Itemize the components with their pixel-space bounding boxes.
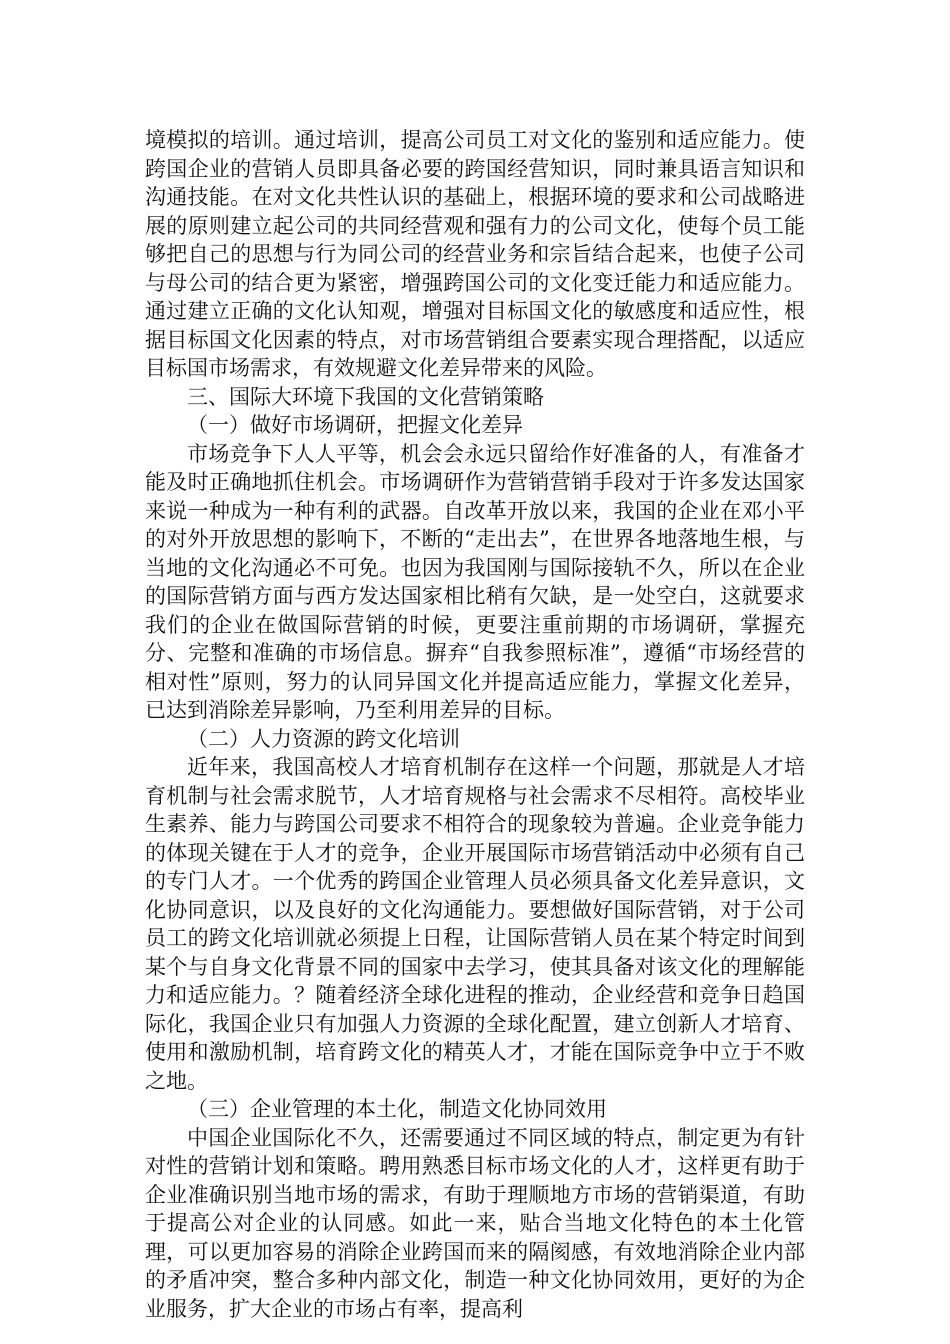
- subsection-heading-3: （三）企业管理的本土化，制造文化协同效用: [187, 1097, 607, 1121]
- paragraph-localization: 中国企业国际化不久，还需要通过不同区域的特点，制定更为有针对性的营销计划和策略。聘用熟悉目标市场文化的人才，这样更有助于企业准确识别当地市场的需求，有助于理顺地方市场的营销渠道，有助于提高公对企业的认同感。如此一来，贴合当地文化特色的本土化管理，可以更加容易的消除企业跨国而来的隔阂感，有效地消除企业内部的矛盾冲突，整合多种内部文化，制造一种文化协同效用，更好的为企业服务，扩大企业的市场占有率，提高利: [145, 1125, 805, 1321]
- section-heading: 三、国际大环境下我国的文化营销策略: [187, 384, 544, 409]
- paragraph-market-research: 市场竞争下人人平等，机会会永远只留给作好准备的人，有准备才能及时正确地抓住机会。市场调研作为营销营销手段对于许多发达国家来说一种成为一种有利的武器。自改革开放以来，我国的企业在邓小平的对外开放思想的影响下，不断的“走出去”，在世界各地落地生根，与当地的文化沟通必不可免。也因为我国刚与国际接轨不久，所以在企业的国际营销方面与西方发达国家相比稍有欠缺，是一处空白，这就要求我们的企业在做国际营销的时候，更要注重前期的市场调研，掌握充分、完整和准确的市场信息。摒弃“自我参照标准”，遵循“市场经营的相对性”原则，努力的认同异国文化并提高适应能力，掌握文化差异，已达到消除差异影响，乃至利用差异的目标。: [145, 441, 805, 722]
- paragraph-continued: 境模拟的培训。通过培训，提高公司员工对文化的鉴别和适应能力。使跨国企业的营销人员即具备必要的跨国经营知识，同时兼具语言知识和沟通技能。在对文化共性认识的基础上，根据环境的要求和公司战略进展的原则建立起公司的共同经营观和强有力的公司文化，使每个员工能够把自己的思想与行为同公司的经营业务和宗旨结合起来，也使子公司与母公司的结合更为紧密，增强跨国公司的文化变迁能力和适应能力。通过建立正确的文化认知观，增强对目标国文化的敏感度和适应性，根据目标国文化因素的特点，对市场营销组合要素实现合理搭配，以适应目标国市场需求，有效规避文化差异带来的风险。: [145, 128, 805, 380]
- subsection-heading-2: （二）人力资源的跨文化培训: [187, 726, 460, 751]
- paragraph-hr-training: 近年来，我国高校人才培育机制存在这样一个问题，那就是人才培育机制与社会需求脱节，人才培育规格与社会需求不尽相符。高校毕业生素养、能力与跨国公司要求不相符合的现象较为普遍。企业竞争能力的体现关键在于人才的竞争，企业开展国际市场营销活动中必须有自己的专门人才。一个优秀的跨国企业管理人员必须具备文化差异意识，文化协同意识，以及良好的文化沟通能力。要想做好国际营销，对于公司员工的跨文化培训就必须提上日程，让国际营销人员在某个特定时间到某个与自身文化背景不同的国家中去学习，使其具备对该文化的理解能力和适应能力。？随着经济全球化进程的推动，企业经营和竞争日趋国际化，我国企业只有加强人力资源的全球化配置，建立创新人才培育、使用和激励机制，培育跨文化的精英人才，才能在国际竞争中立于不败之地。: [145, 755, 805, 1093]
- subsection-heading-1: （一）做好市场调研，把握文化差异: [187, 413, 523, 437]
- document-page: [145, 126, 805, 1323]
